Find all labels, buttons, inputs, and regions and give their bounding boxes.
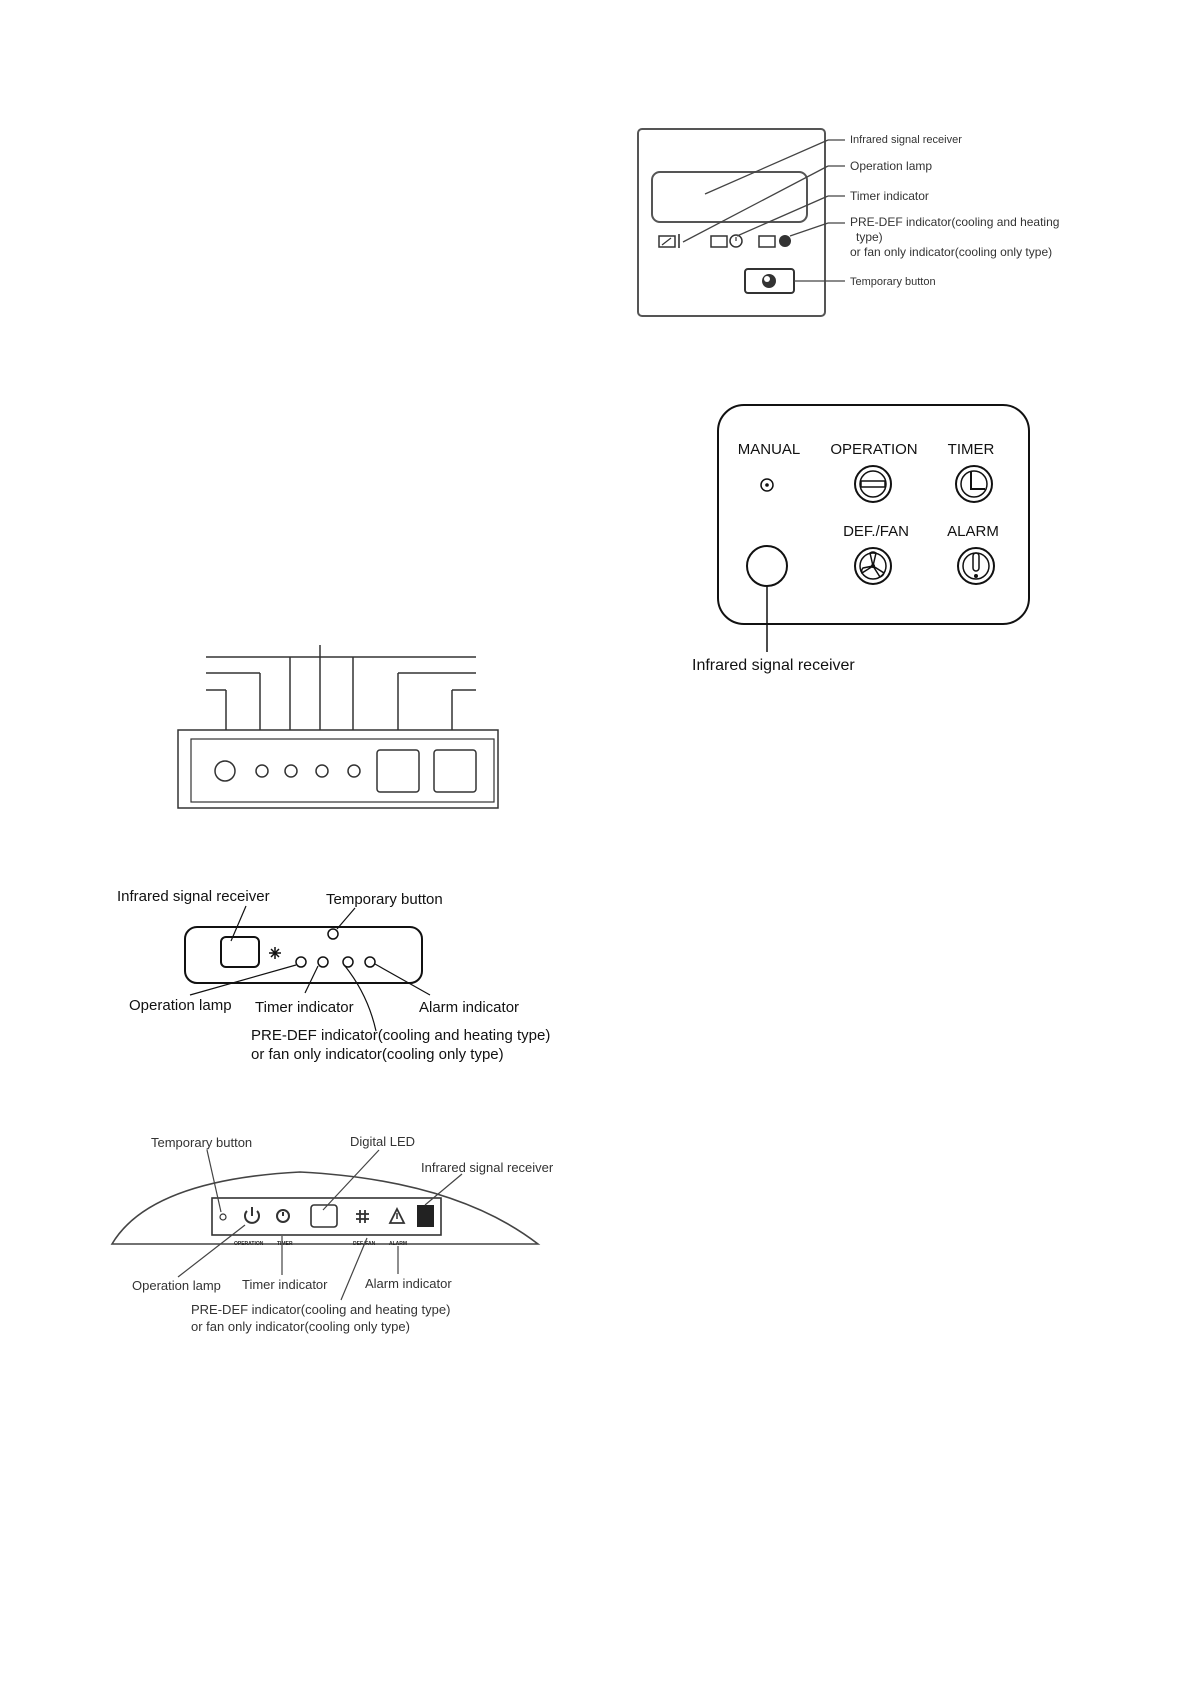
timer-indicator-d	[318, 957, 328, 967]
panel-e-label-deffan: DEF./FAN	[353, 1241, 376, 1247]
display-panel-diagram-e	[0, 1125, 600, 1350]
label-e-predef-1: PRE-DEF indicator(cooling and heating type)	[191, 1302, 451, 1317]
label-b-alarm: ALARM	[947, 523, 999, 540]
predef-indicator-d	[343, 957, 353, 967]
label-e-operation: Operation lamp	[132, 1278, 221, 1293]
label-d-predef-1: PRE-DEF indicator(cooling and heating type)	[251, 1027, 551, 1044]
label-e-timer: Timer indicator	[242, 1277, 328, 1292]
panel-e-label-alarm: ALARM	[389, 1241, 408, 1247]
label-a-temp-button: Temporary button	[850, 276, 936, 288]
label-d-timer: Timer indicator	[255, 999, 354, 1016]
label-a-timer: Timer indicator	[850, 189, 929, 203]
panel-a-display-window	[652, 172, 807, 222]
label-e-alarm: Alarm indicator	[365, 1276, 452, 1291]
infrared-receiver-e	[417, 1205, 434, 1227]
label-e-digital-led: Digital LED	[350, 1134, 416, 1149]
temporary-button-a[interactable]	[745, 269, 794, 293]
label-a-predef-3: or fan only indicator(cooling only type)	[850, 245, 1053, 259]
temporary-button-e[interactable]	[220, 1214, 226, 1220]
panel-e-label-operation: OPERATION	[234, 1241, 264, 1247]
label-b-def-fan: DEF./FAN	[843, 523, 909, 540]
display-panel-diagram-a	[0, 0, 1191, 330]
temporary-button-d[interactable]	[328, 929, 338, 939]
panel-e-label-timer: TIMER	[277, 1241, 293, 1247]
button-c-1[interactable]	[377, 750, 419, 792]
label-b-manual: MANUAL	[737, 441, 801, 458]
lamp-c-4	[348, 765, 360, 777]
label-b-timer: TIMER	[947, 441, 995, 458]
button-c-2[interactable]	[434, 750, 476, 792]
lamp-c-3	[316, 765, 328, 777]
receiver-d	[221, 937, 259, 967]
label-d-infrared: Infrared signal receiver	[117, 888, 270, 905]
lamp-c-1	[256, 765, 268, 777]
def-fan-icon	[855, 548, 891, 584]
label-d-alarm: Alarm indicator	[419, 999, 520, 1016]
display-panel-diagram-d	[0, 880, 600, 1070]
label-e-temp-button: Temporary button	[151, 1135, 253, 1150]
display-panel-diagram-c	[0, 640, 600, 820]
infrared-receiver-b	[747, 546, 787, 586]
label-a-predef-2: type)	[856, 230, 883, 244]
lamp-c-2	[285, 765, 297, 777]
receiver-c	[215, 761, 235, 781]
label-d-temp-button: Temporary button	[326, 891, 443, 908]
label-b-infrared: Infrared signal receiver	[692, 657, 855, 674]
label-a-infrared: Infrared signal receiver	[850, 134, 962, 146]
operation-lamp-d	[296, 957, 306, 967]
panel-b-body	[718, 405, 1029, 624]
label-d-predef-2: or fan only indicator(cooling only type)	[251, 1046, 504, 1063]
label-d-operation: Operation lamp	[129, 997, 232, 1014]
label-e-infrared: Infrared signal receiver	[421, 1160, 554, 1175]
label-b-operation: OPERATION	[830, 441, 918, 458]
label-a-predef-1: PRE-DEF indicator(cooling and heating	[850, 215, 1060, 229]
label-e-predef-2: or fan only indicator(cooling only type)	[191, 1319, 410, 1334]
label-a-operation: Operation lamp	[850, 159, 933, 173]
alarm-indicator-d	[365, 957, 375, 967]
display-panel-diagram-b	[0, 380, 1191, 680]
